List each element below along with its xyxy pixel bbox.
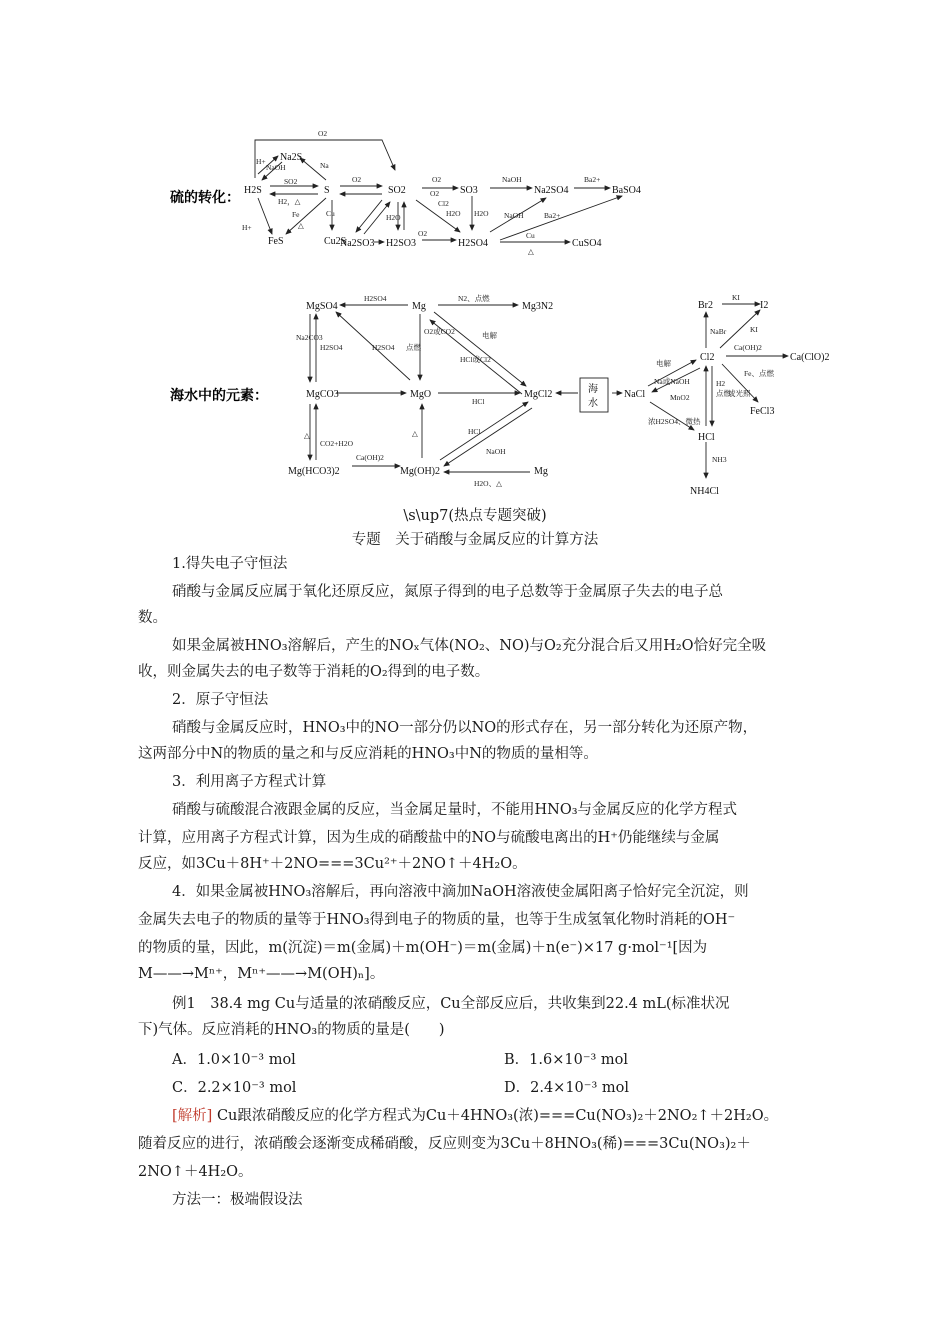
- option-a: A．1.0×10⁻³ mol: [172, 1052, 296, 1068]
- label-o2-co2: O2或CO2: [424, 327, 455, 336]
- label-cu-2: Cu: [526, 231, 535, 240]
- heading-3: 3．利用离子方程式计算: [172, 774, 327, 790]
- node-na2s: Na2S: [280, 152, 303, 163]
- label-conc-h2so4: 浓H2SO4、微热: [648, 417, 701, 426]
- label-o2-3: O2: [432, 175, 442, 184]
- option-d: D．2.4×10⁻³ mol: [504, 1080, 629, 1096]
- node-i2: I2: [760, 300, 769, 311]
- label-h-plus: H+: [256, 157, 266, 166]
- paragraph-line: 金属失去电子的物质的量等于HNO₃得到电子的物质的量，也等于生成氢氧化物时消耗的OH⁻: [138, 912, 736, 928]
- label-naoh-3: NaOH: [504, 211, 524, 220]
- section-marker: \s\up7(热点专题突破): [403, 508, 547, 524]
- label-o2-4: O2: [418, 229, 428, 238]
- label-h2so4-1: H2SO4: [364, 294, 387, 303]
- label-heat-a: △: [304, 431, 310, 440]
- paragraph-line: 计算，应用离子方程式计算，因为生成的硝酸盐中的NO与硫酸电离出的H⁺仍能继续与金属: [138, 830, 720, 846]
- label-h2o-heat: H2O、△: [474, 479, 502, 488]
- arrow-mg-mgcl2: [434, 312, 526, 386]
- node-mgco3: MgCO3: [306, 389, 339, 400]
- label-co2-h2o: CO2+H2O: [320, 439, 353, 448]
- node-s: S: [324, 185, 330, 196]
- heading-4: 4．如果金属被HNO₃溶解后，再向溶液中滴加NaOH溶液使金属阳离子恰好完全沉淀，则: [172, 884, 749, 900]
- paragraph-line: 这两部分中N的物质的量之和与反应消耗的HNO₃中N的物质的量相等。: [138, 746, 598, 762]
- node-nh4cl: NH4Cl: [690, 486, 719, 497]
- label-n2-ignite: N2、点燃: [458, 294, 490, 303]
- label-h2-heat: H2，△: [278, 197, 301, 206]
- label-ba2-1: Ba2+: [584, 175, 601, 184]
- paragraph-line: 硝酸与金属反应时，HNO₃中的NO一部分仍以NO的形式存在，另一部分转化为还原产物，: [172, 720, 758, 736]
- node-mgo: MgO: [410, 389, 432, 400]
- node-cu2s: Cu2S: [324, 236, 347, 247]
- label-na: Na: [320, 161, 329, 170]
- label-ki-2: KI: [750, 325, 758, 334]
- node-h2s: H2S: [244, 185, 262, 196]
- node-mgcl2: MgCl2: [524, 389, 553, 400]
- node-sea: 海: [588, 384, 598, 395]
- analysis-line: 2NO↑＋4H₂O。: [138, 1164, 253, 1180]
- label-fe: Fe: [292, 210, 300, 219]
- label-heat-b: △: [412, 429, 418, 438]
- node-hcl: HCl: [698, 432, 715, 443]
- label-na-naoh: Na或NaOH: [654, 377, 690, 386]
- node-mgoh2: Mg(OH)2: [400, 466, 440, 477]
- label-h2o-2: H2O: [386, 213, 401, 222]
- node-fecl3: FeCl3: [750, 406, 775, 417]
- method-heading: 方法一：极端假设法: [172, 1192, 303, 1208]
- label-naoh-2: NaOH: [502, 175, 522, 184]
- label-o2-top: O2: [318, 129, 328, 138]
- seawater-diagram: [160, 290, 860, 500]
- paragraph-line: 收，则金属失去的电子数等于消耗的O₂得到的电子数。: [138, 664, 490, 680]
- label-ignite-1: 点燃: [406, 343, 421, 352]
- label-cl2: Cl2: [438, 199, 449, 208]
- node-caclo2: Ca(ClO)2: [790, 352, 830, 363]
- paragraph-line: 反应，如3Cu＋8H⁺＋2NO===3Cu²⁺＋2NO↑＋4H₂O。: [138, 856, 527, 872]
- sulfur-diagram-svg: [160, 118, 860, 258]
- paragraph-line: 硝酸与金属反应属于氧化还原反应，氮原子得到的电子总数等于金属原子失去的电子总: [172, 584, 723, 600]
- node-cl2: Cl2: [700, 352, 715, 363]
- node-mg-2: Mg: [534, 466, 548, 477]
- label-heat-1: △: [298, 221, 304, 230]
- heading-2: 2．原子守恒法: [172, 692, 269, 708]
- seawater-nodes: [288, 300, 829, 497]
- label-caoh2-1: Ca(OH)2: [356, 453, 384, 462]
- label-so2-1: SO2: [284, 177, 298, 186]
- sulfur-label: 硫的转化：: [170, 190, 240, 206]
- analysis-tag: [解析]: [172, 1108, 213, 1124]
- label-or-light: 或光照: [728, 389, 751, 398]
- node-na2so4: Na2SO4: [534, 185, 569, 196]
- arrow-h2s-so2-top: [255, 140, 395, 178]
- label-nabr: NaBr: [710, 327, 727, 336]
- label-na2co3: Na2CO3: [296, 333, 323, 342]
- analysis-text: Cu跟浓硝酸反应的化学方程式为Cu＋4HNO₃(浓)===Cu(NO₃)₂＋2NO₂↑＋2H₂O。: [216, 1108, 779, 1124]
- label-heat-2: △: [528, 247, 534, 256]
- node-br2: Br2: [698, 300, 713, 311]
- node-h2so4: H2SO4: [458, 238, 489, 249]
- label-naoh-1: NaOH: [266, 163, 286, 172]
- label-electrolysis-2: 电解: [656, 359, 671, 368]
- section-title: 专题 关于硝酸与金属反应的计算方法: [351, 532, 599, 548]
- paragraph-line: 数。: [138, 610, 167, 626]
- label-h2: H2: [716, 379, 726, 388]
- node-so2: SO2: [388, 185, 406, 196]
- label-h2so4-3: H2SO4: [372, 343, 395, 352]
- node-mghco3: Mg(HCO3)2: [288, 466, 340, 477]
- label-fe-ignite: Fe、点燃: [744, 369, 774, 378]
- label-nh3: NH3: [712, 455, 727, 464]
- node-cuso4: CuSO4: [572, 238, 602, 249]
- label-mno2: MnO2: [670, 393, 690, 402]
- paragraph-line: M——→Mⁿ⁺，Mⁿ⁺——→M(OH)ₙ]。: [138, 966, 385, 982]
- paragraph-line: 的物质的量，因此，m(沉淀)＝m(金属)＋m(OH⁻)＝m(金属)＋n(e⁻)×17 g·mol⁻¹[因为: [138, 940, 708, 956]
- label-h-plus-2: H+: [242, 223, 252, 232]
- node-mg3n2: Mg3N2: [522, 301, 554, 312]
- label-h2o-1: H2O: [446, 209, 461, 218]
- node-mg: Mg: [412, 301, 426, 312]
- label-o2-cu: O2: [430, 189, 440, 198]
- seawater-label: 海水中的元素：: [170, 388, 268, 404]
- label-hcl-2: HCl: [468, 427, 481, 436]
- paragraph-line: 硝酸与硫酸混合液跟金属的反应，当金属足量时，不能用HNO₃与金属反应的化学方程式: [172, 802, 738, 818]
- node-baso4: BaSO4: [612, 185, 641, 196]
- example-line: 例1 38.4 mg Cu与适量的浓硝酸反应，Cu全部反应后，共收集到22.4 mL(标准状况: [172, 996, 730, 1012]
- option-c: C．2.2×10⁻³ mol: [172, 1080, 297, 1096]
- node-na2so3: Na2SO3: [340, 238, 375, 249]
- option-b: B．1.6×10⁻³ mol: [504, 1052, 629, 1068]
- label-h2so4-2: H2SO4: [320, 343, 343, 352]
- node-h2so3: H2SO3: [386, 238, 417, 249]
- label-naoh: NaOH: [486, 447, 506, 456]
- analysis-line: 随着反应的进行，浓硝酸会逐渐变成稀硝酸，反应则变为3Cu＋8HNO₃(稀)===3Cu(NO₃)₂＋: [138, 1136, 751, 1152]
- node-fes: FeS: [268, 236, 284, 247]
- label-h2o-3: H2O: [474, 209, 489, 218]
- label-hcl-cl2: HCl或Cl2: [460, 355, 491, 364]
- label-ba2-2: Ba2+: [544, 211, 561, 220]
- label-ignite-2: 点燃: [716, 389, 731, 398]
- node-water: 水: [588, 398, 598, 409]
- example-line: 下)气体。反应消耗的HNO₃的物质的量是( ): [138, 1022, 445, 1038]
- node-mgso4: MgSO4: [306, 301, 338, 312]
- paragraph-line: 如果金属被HNO₃溶解后，产生的NOₓ气体(NO₂、NO)与O₂充分混合后又用H₂O恰好完全吸: [172, 638, 767, 654]
- label-caoh2-2: Ca(OH)2: [734, 343, 762, 352]
- analysis-line: [172, 1104, 778, 1125]
- sulfur-diagram: [160, 118, 860, 258]
- arrow-h2s-fes: [258, 198, 272, 234]
- arrow-mgoh2-mgcl2: [440, 402, 528, 460]
- label-ki-1: KI: [732, 293, 740, 302]
- node-so3: SO3: [460, 185, 478, 196]
- seawater-diagram-svg: [160, 290, 860, 500]
- label-cu-1: Cu: [326, 209, 335, 218]
- label-hcl-1: HCl: [472, 397, 485, 406]
- arrow-mgcl2-mgoh2: [444, 408, 532, 466]
- heading-1: 1.得失电子守恒法: [172, 556, 288, 572]
- label-electrolysis-1: 电解: [482, 331, 497, 340]
- label-o2-2: O2: [352, 175, 362, 184]
- node-nacl: NaCl: [624, 389, 646, 400]
